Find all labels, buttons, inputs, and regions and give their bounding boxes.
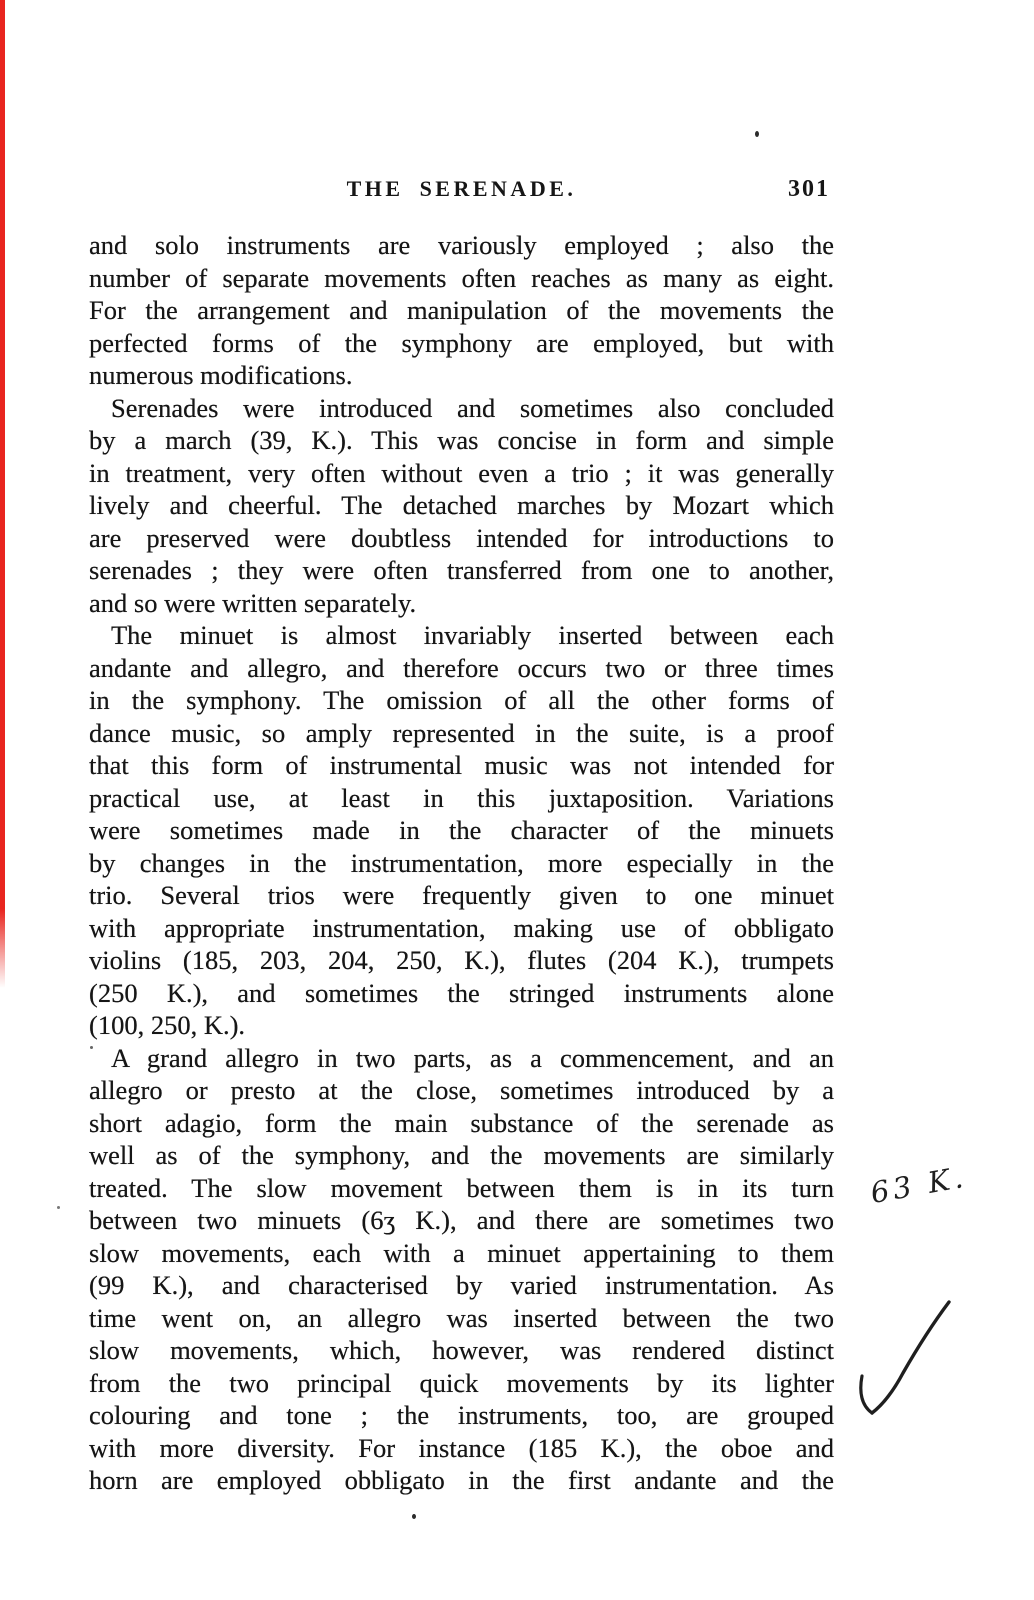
text-line: lively and cheerful. The detached marches by Mozart which [89,490,834,520]
text-line: by a march (39, K.). This was concise in form and simple [89,425,834,455]
handwritten-checkmark-icon [852,1296,954,1423]
text-line: allegro or presto at the close, sometimes introduced by a [89,1075,834,1105]
scan-speck [755,131,759,137]
text-line: short adagio, form the main substance of the serenade as [89,1107,834,1138]
text-line: (250 K.), and sometimes the stringed instruments alone [89,977,834,1008]
text-line: For the arrangement and manipulation of the movements the [89,295,834,325]
scan-speck [90,1046,93,1049]
text-line: andante and allegro, and therefore occurs two or three times [89,652,834,683]
text-line: that this form of instrumental music was not intended for [89,750,834,780]
text-line: trio. Several trios were frequently given to one minuet [89,880,834,910]
text-line: A grand allegro in two parts, as a commencement, and an [111,1042,834,1073]
text-line: The minuet is almost invariably inserted between each [111,620,834,650]
text-line: serenades ; they were often transferred from one to another, [89,555,834,585]
page-number: 301 [788,176,830,202]
text-line: (100, 250, K.). [89,1010,246,1040]
text-line: well as of the symphony, and the movements are similarly [89,1140,834,1170]
text-line: (99 K.), and characterised by varied instrumentation. As [89,1270,834,1300]
text-line: Serenades were introduced and sometimes also concluded [111,392,834,423]
scan-speck [57,1206,60,1209]
text-line: with appropriate instrumentation, making use of obbligato [89,912,834,943]
text-line: number of separate movements often reaches as many as eight. [89,262,834,293]
text-line: were sometimes made in the character of the minuets [89,815,834,845]
handwritten-margin-note: 63 K. [867,1159,970,1210]
text-line: slow movements, which, however, was rendered distinct [89,1335,834,1365]
text-line: in the symphony. The omission of all the other forms of [89,685,834,715]
running-title: THE SERENADE. [346,176,577,201]
scan-speck [412,1514,416,1519]
body-text [89,229,834,1497]
scan-red-edge [0,0,5,988]
text-line: in treatment, very often without even a trio ; it was generally [89,457,834,488]
text-line: from the two principal quick movements by its lighter [89,1367,834,1398]
text-line: perfected forms of the symphony are employed, but with [89,327,834,358]
text-line: are preserved were doubtless intended for introductions to [89,522,834,553]
text-line: colouring and tone ; the instruments, too, are grouped [89,1400,834,1430]
text-line: horn are employed obbligato in the first andante and the [89,1465,834,1495]
text-line: and so were written separately. [89,587,417,618]
text-line: treated. The slow movement between them is in its turn [89,1172,834,1203]
page-header [89,176,834,206]
text-line: numerous modifications. [89,360,353,390]
text-line: slow movements, each with a minuet appertaining to them [89,1237,834,1268]
text-line: with more diversity. For instance (185 K.), the oboe and [89,1432,834,1463]
text-line: between two minuets (6ʒ K.), and there are sometimes two [89,1205,834,1235]
text-line: dance music, so amply represented in the suite, is a proof [89,717,834,748]
text-line: and solo instruments are variously employed ; also the [89,230,834,260]
text-line: time went on, an allegro was inserted between the two [89,1302,834,1333]
text-line: practical use, at least in this juxtaposition. Variations [89,782,834,813]
text-line: violins (185, 203, 204, 250, K.), flutes (204 K.), trumpets [89,945,834,975]
text-line: by changes in the instrumentation, more especially in the [89,847,834,878]
